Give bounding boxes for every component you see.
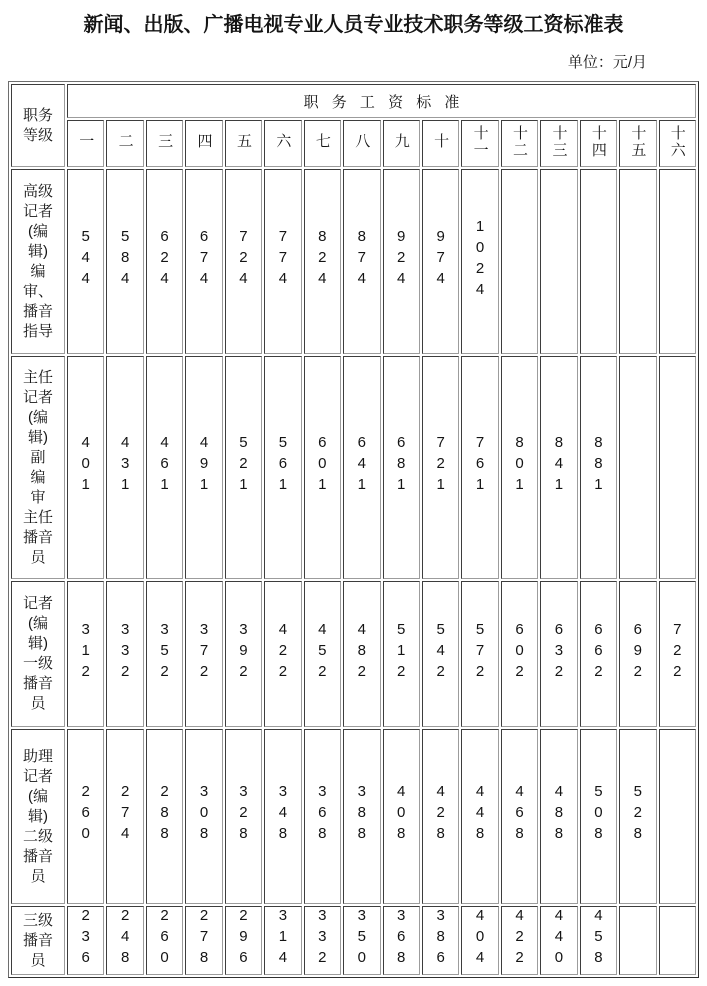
salary-value: 348 — [274, 783, 292, 846]
salary-value: 368 — [392, 907, 410, 970]
salary-value: 521 — [234, 434, 252, 497]
salary-cell — [383, 906, 420, 975]
grade-header-label: 七 — [313, 133, 331, 150]
salary-value: 332 — [313, 907, 331, 970]
salary-cell — [304, 729, 341, 904]
salary-value: 624 — [156, 228, 174, 291]
salary-cell — [225, 169, 262, 354]
salary-value: 296 — [234, 907, 252, 970]
salary-cell — [659, 729, 696, 904]
table-row — [11, 906, 696, 975]
salary-cell — [225, 581, 262, 727]
page-title: 新闻、出版、广播电视专业人员专业技术职务等级工资标准表 — [83, 14, 624, 36]
row-label: 助理记者(编辑)二级播音员 — [11, 729, 65, 904]
salary-cell — [185, 169, 222, 354]
salary-value: 722 — [668, 620, 686, 684]
salary-value: 482 — [353, 620, 371, 684]
table-row — [11, 169, 696, 354]
salary-cell — [383, 581, 420, 727]
grade-header-label: 二 — [116, 133, 134, 150]
grade-header-15 — [619, 120, 656, 167]
grade-header-8 — [343, 120, 380, 167]
salary-value: 260 — [156, 907, 174, 970]
salary-value: 561 — [274, 434, 292, 497]
salary-cell — [580, 906, 617, 975]
salary-value: 488 — [550, 783, 568, 846]
salary-cell — [225, 729, 262, 904]
salary-value: 388 — [353, 783, 371, 846]
grade-header-2 — [106, 120, 143, 167]
salary-value: 572 — [471, 620, 489, 684]
corner-header: 职务等级 — [11, 84, 65, 167]
salary-value: 440 — [550, 907, 568, 970]
salary-cell — [264, 729, 301, 904]
salary-cell — [146, 356, 183, 579]
salary-cell — [304, 906, 341, 975]
salary-value: 674 — [195, 228, 213, 291]
salary-cell — [67, 906, 104, 975]
salary-cell — [501, 356, 538, 579]
salary-cell — [383, 356, 420, 579]
row-label: 三级播音员 — [11, 906, 65, 975]
salary-cell — [580, 581, 617, 727]
grade-header-label: 三 — [156, 133, 174, 150]
salary-cell — [304, 581, 341, 727]
salary-value: 312 — [77, 620, 95, 684]
salary-cell — [422, 729, 459, 904]
salary-value: 528 — [629, 783, 647, 846]
salary-cell — [146, 581, 183, 727]
salary-value: 641 — [353, 434, 371, 497]
grade-header-13 — [540, 120, 577, 167]
salary-cell — [67, 169, 104, 354]
salary-cell — [343, 169, 380, 354]
salary-value: 461 — [156, 434, 174, 497]
salary-cell — [106, 169, 143, 354]
salary-value: 974 — [432, 228, 450, 291]
salary-value: 692 — [629, 620, 647, 684]
grade-header-label: 一 — [77, 133, 95, 150]
grade-header-label: 十四 — [589, 124, 607, 159]
salary-value: 328 — [234, 783, 252, 846]
salary-cell — [580, 169, 617, 354]
grade-header-label: 十五 — [629, 124, 647, 159]
row-label: 主任记者(编辑)副 编 审 主任播音员 — [11, 356, 65, 579]
salary-cell — [67, 729, 104, 904]
salary-value: 824 — [313, 228, 331, 291]
grade-header-label: 八 — [353, 133, 371, 150]
salary-cell — [619, 169, 656, 354]
grade-header-11 — [461, 120, 498, 167]
salary-cell — [264, 906, 301, 975]
salary-cell — [580, 356, 617, 579]
grade-header-label: 四 — [195, 133, 213, 150]
salary-cell — [619, 906, 656, 975]
salary-value: 601 — [313, 434, 331, 497]
grade-header-9 — [383, 120, 420, 167]
salary-cell — [422, 906, 459, 975]
salary-value: 761 — [471, 434, 489, 497]
salary-cell — [185, 906, 222, 975]
salary-cell — [225, 356, 262, 579]
salary-cell — [659, 906, 696, 975]
salary-value: 874 — [353, 228, 371, 291]
salary-cell — [343, 729, 380, 904]
salary-cell — [540, 169, 577, 354]
grade-header-10 — [422, 120, 459, 167]
salary-value: 632 — [550, 620, 568, 684]
table-row — [11, 729, 696, 904]
salary-value: 662 — [589, 620, 607, 684]
salary-value: 881 — [589, 434, 607, 497]
salary-value: 544 — [77, 228, 95, 291]
grade-header-label: 十六 — [668, 124, 686, 159]
salary-cell — [264, 169, 301, 354]
grade-header-label: 五 — [234, 133, 252, 150]
salary-cell — [659, 581, 696, 727]
salary-value: 431 — [116, 434, 134, 497]
salary-cell — [619, 356, 656, 579]
salary-cell — [67, 581, 104, 727]
grade-header-label: 九 — [392, 133, 410, 150]
salary-cell — [146, 906, 183, 975]
salary-value: 372 — [195, 620, 213, 684]
grade-header-16 — [659, 120, 696, 167]
salary-value: 422 — [274, 620, 292, 684]
salary-cell — [106, 356, 143, 579]
salary-value: 248 — [116, 907, 134, 970]
span-header: 职 务 工 资 标 准 — [67, 84, 696, 118]
salary-value: 428 — [432, 783, 450, 846]
header-row-span — [11, 84, 696, 118]
salary-value: 288 — [156, 783, 174, 846]
grade-header-1 — [67, 120, 104, 167]
salary-table — [8, 81, 699, 978]
salary-cell — [580, 729, 617, 904]
salary-cell — [343, 906, 380, 975]
salary-value: 274 — [116, 783, 134, 846]
salary-cell — [540, 729, 577, 904]
salary-cell — [146, 729, 183, 904]
salary-value: 448 — [471, 783, 489, 846]
salary-value: 401 — [77, 434, 95, 497]
salary-cell — [461, 169, 498, 354]
table-row — [11, 356, 696, 579]
salary-cell — [304, 356, 341, 579]
salary-cell — [659, 356, 696, 579]
salary-value: 368 — [313, 783, 331, 846]
salary-cell — [343, 356, 380, 579]
grade-header-4 — [185, 120, 222, 167]
salary-cell — [264, 581, 301, 727]
salary-cell — [422, 356, 459, 579]
salary-value: 260 — [77, 783, 95, 846]
grade-header-14 — [580, 120, 617, 167]
grade-header-label: 六 — [274, 133, 292, 150]
salary-value: 724 — [234, 228, 252, 291]
salary-cell — [304, 169, 341, 354]
salary-value: 721 — [432, 434, 450, 497]
salary-cell — [422, 581, 459, 727]
salary-value: 236 — [77, 907, 95, 970]
grade-header-5 — [225, 120, 262, 167]
salary-value: 278 — [195, 907, 213, 970]
salary-value: 774 — [274, 228, 292, 291]
salary-cell — [501, 581, 538, 727]
salary-value: 314 — [274, 907, 292, 970]
salary-cell — [461, 356, 498, 579]
salary-cell — [461, 729, 498, 904]
salary-value: 352 — [156, 620, 174, 684]
salary-value: 468 — [511, 783, 529, 846]
salary-value: 924 — [392, 228, 410, 291]
salary-cell — [146, 169, 183, 354]
header-row-grades — [11, 120, 696, 167]
salary-value: 386 — [432, 907, 450, 970]
salary-value: 350 — [353, 907, 371, 970]
salary-cell — [225, 906, 262, 975]
salary-value: 452 — [313, 620, 331, 684]
salary-cell — [619, 581, 656, 727]
grade-header-7 — [304, 120, 341, 167]
salary-value: 404 — [471, 907, 489, 970]
salary-cell — [540, 581, 577, 727]
salary-value: 512 — [392, 620, 410, 684]
salary-cell — [540, 906, 577, 975]
salary-value: 602 — [511, 620, 529, 684]
salary-value: 332 — [116, 620, 134, 684]
salary-value: 801 — [511, 434, 529, 497]
salary-cell — [659, 169, 696, 354]
grade-header-3 — [146, 120, 183, 167]
row-label: 记者(编辑)一级播音员 — [11, 581, 65, 727]
salary-cell — [185, 729, 222, 904]
grade-header-label: 十一 — [471, 124, 489, 159]
grade-header-label: 十 — [432, 133, 450, 150]
salary-value: 408 — [392, 783, 410, 846]
salary-value: 584 — [116, 228, 134, 291]
unit-label: 单位：元/月 — [567, 54, 647, 71]
salary-value: 392 — [234, 620, 252, 684]
salary-cell — [501, 169, 538, 354]
salary-value: 542 — [432, 620, 450, 684]
salary-cell — [106, 906, 143, 975]
row-label: 高级记者(编辑)编审、播音指导 — [11, 169, 65, 354]
salary-cell — [185, 356, 222, 579]
salary-value: 508 — [589, 783, 607, 846]
salary-cell — [619, 729, 656, 904]
salary-value: 491 — [195, 434, 213, 497]
salary-cell — [540, 356, 577, 579]
salary-cell — [383, 729, 420, 904]
salary-cell — [383, 169, 420, 354]
salary-cell — [106, 581, 143, 727]
salary-cell — [67, 356, 104, 579]
salary-value: 458 — [589, 907, 607, 970]
salary-cell — [106, 729, 143, 904]
salary-cell — [422, 169, 459, 354]
salary-cell — [501, 906, 538, 975]
grade-header-label: 十三 — [550, 124, 568, 159]
salary-value: 681 — [392, 434, 410, 497]
salary-cell — [264, 356, 301, 579]
salary-cell — [461, 581, 498, 727]
grade-header-12 — [501, 120, 538, 167]
salary-value: 422 — [511, 907, 529, 970]
grade-header-label: 十二 — [511, 124, 529, 159]
salary-value: 308 — [195, 783, 213, 846]
salary-cell — [461, 906, 498, 975]
table-row — [11, 581, 696, 727]
salary-value: 841 — [550, 434, 568, 497]
salary-cell — [501, 729, 538, 904]
salary-value: 1024 — [471, 217, 489, 302]
grade-header-6 — [264, 120, 301, 167]
salary-cell — [343, 581, 380, 727]
salary-cell — [185, 581, 222, 727]
